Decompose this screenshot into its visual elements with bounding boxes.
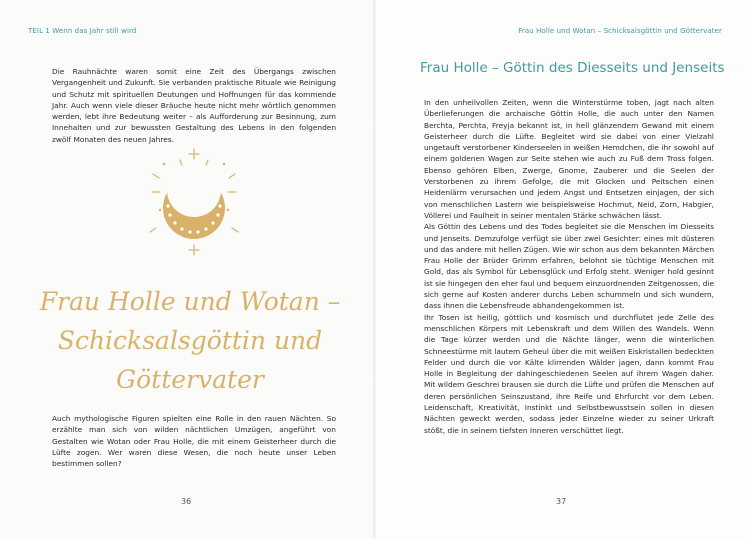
left-page bbox=[0, 0, 374, 539]
running-head-left: TEIL 1 Wenn das Jahr still wird bbox=[28, 27, 137, 35]
chapter-title bbox=[20, 282, 360, 399]
chapter-title-line-2: Schicksalsgöttin und bbox=[57, 326, 323, 355]
intro-paragraph-text: Die Rauhnächte waren somit eine Zeit des Übergangs zwischen Vergangenheit und Zukunft. Sie verbanden praktische Rituale wie Reinigung und Schutz mit spirituellen Deutungen und Hoffnungen für das kommende Jahr. Auch wenn viele dieser Bräuche heute nicht mehr wörtlich genommen werden, lebt ihre Bedeutung weiter – als Aufforderung zur Besinnung, zum Innehalten und zur bewussten Gestaltung des Lebens in den folgenden zwölf Monaten des neuen Jahres. bbox=[52, 67, 336, 144]
crescent-moon-with-stars-icon bbox=[138, 146, 250, 258]
body-paragraph: Ihr Tosen ist heilig, göttlich und kosmisch und durchflutet jede Zelle des menschlichen Körpers mit Lebenskraft und dem Willen des Wandels. Wenn die Tage kürzer werden und die Nächte länger, wenn die winterlichen Schneestürme mit lautem Geheul über die mit weißen Eiskristallen bedeckten Felder und durch die vor Kälte klirrenden Wälder jagen, dann kommt Frau Holle in Begleitung der dahingeschiedenen Seelen auf ihrem Wagen daher. Mit wildem Geschrei brausen sie durch die Lüfte und prüfen die Menschen auf deren persönlichen Seinszustand, ihre Reife und Ehrfurcht vor dem Leben. Leidenschaft, Kreativität, Instinkt und Selbstbewusstsein sollen in diesen Nächten geweckt werden, sodass jeder Einzelne wieder zu seiner Urkraft stößt, die in seinem tiefsten Inneren verschüttet liegt. bbox=[424, 312, 714, 435]
chapter-title-line-3: Göttervater bbox=[116, 365, 264, 394]
chapter-title-line-1: Frau Holle und Wotan – bbox=[39, 287, 341, 316]
section-heading: Frau Holle – Göttin des Diesseits und Jenseits bbox=[420, 60, 725, 76]
body-paragraph: In den unheilvollen Zeiten, wenn die Winterstürme toben, jagt nach alten Überlieferungen die archaische Göttin Holle, die auch unter den Namen Berchta, Perchta, Freyja bekannt ist, in hell glänzendem Gewand mit einem Geisterheer durch die Lüfte. Begleitet wird sie dabei von einer Vielzahl ungetauft verstorbener Kinderseelen in weißen Hemdchen, die ihr sowohl auf einem goldenen Wagen zur Seite stehen wie auch zu Fuß dem Tross folgen. Ebenso gehören Elben, Zwerge, Gnome, Zauberer und die Seelen der Verstorbenen zu ihrem Gefolge, die mit Glocken und Peitschen einen Heidenlärm verursachen und jedem Angst und Entsetzen einjagen, der sich von menschlichen Lastern wie beispielsweise Hochmut, Neid, Zorn, Habgier, Völlerei und Faulheit in seiner mentalen Stärke schwächen lässt. bbox=[424, 98, 714, 220]
right-page bbox=[376, 0, 750, 539]
intro-paragraph bbox=[52, 66, 336, 145]
page-number-right: 37 bbox=[556, 497, 567, 506]
body-paragraph: Als Göttin des Lebens und des Todes begleitet sie die Menschen im Diesseits und Jenseits. Demzufolge verfügt sie über zwei Gesichter: eines mit düsteren und das andere mit hellen Zügen. Wie wir schon aus dem bekannten Märchen Frau Holle der Brüder Grimm erfahren, belohnt sie tüchtige Menschen mit Gold, das als Symbol für Lebensglück und Erfolg steht. Weniger hold gesinnt ist sie hingegen den eher faul und bequem einzuordnenden Zeitgenossen, die sich gerne auf Kosten anderer durchs Leben schummeln und sich wundern, dass ihnen die Lebensfreude abhandengekommen ist. bbox=[424, 222, 714, 311]
closing-paragraph bbox=[52, 413, 336, 469]
closing-paragraph-text: Auch mythologische Figuren spielten eine Rolle in den rauen Nächten. So erzählte man sich von wilden nächtlichen Umzügen, angeführt von Gestalten wie Wotan oder Frau Holle, die mit einem Geisterheer durch die Lüfte zogen. Wer waren diese Wesen, die noch heute unser Leben bestimmen sollen? bbox=[52, 414, 336, 469]
body-text bbox=[424, 97, 714, 436]
page-number-left: 36 bbox=[181, 497, 192, 506]
running-head-right: Frau Holle und Wotan – Schicksalsgöttin und Göttervater bbox=[518, 27, 722, 35]
